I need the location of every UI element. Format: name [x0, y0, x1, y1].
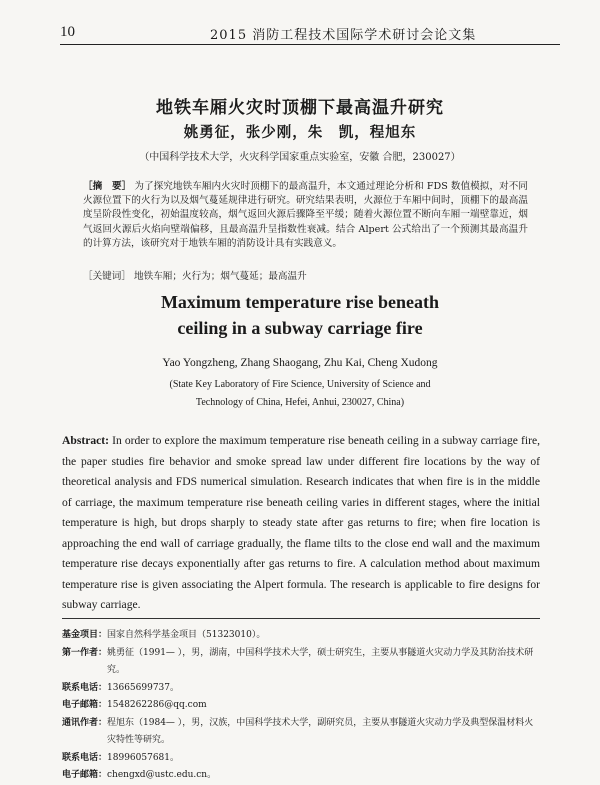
footnote-label: 基金项目：: [62, 630, 108, 640]
footnote-label: 联系电话：: [62, 682, 108, 693]
chinese-keywords: [83, 268, 528, 282]
footnote-label: 电子邮箱：: [62, 770, 108, 780]
chinese-abstract-label: ［摘 要］: [83, 181, 132, 192]
english-abstract: [62, 431, 540, 616]
chinese-abstract-text: 为了探究地铁车厢内火灾时顶棚下的最高温升，本文通过理论分析和 FDS 数值模拟，对不同火源位置下的火行为以及烟气蔓延规律进行研究。研究结果表明，火源位于车厢中间时，顶棚下的最高温度呈阶段性变化，初始温度较高，烟气返回火源后骤降至平缓；随着火源位置不断向车厢一端壁靠近，烟气返回火源后火焰向壁端偏移，且最高温升呈指数性衰减。结合 Alpert 公式给出了一个预测其最高温升的计算方法，该研究对于地铁车厢的消防设计具有实践意义。: [83, 181, 528, 249]
footnote-corresponding-author: [62, 715, 540, 750]
footnote-label: 电子邮箱：: [62, 700, 108, 710]
footnote-first-author: [62, 645, 540, 680]
english-abstract-label: Abstract:: [62, 434, 110, 447]
english-title-line-1: Maximum temperature rise beneath: [160, 292, 440, 312]
running-title: 2015 消防工程技术国际学术研讨会论文集: [210, 28, 477, 43]
running-header: [60, 22, 560, 45]
english-affiliation-line-2: Technology of China, Hefei, Anhui, 230027, China): [195, 397, 405, 408]
footnote-email-1: [62, 697, 540, 715]
footnotes: [62, 618, 540, 785]
footnote-text: 18996057681。: [107, 752, 180, 763]
chinese-title: 地铁车厢火灾时顶棚下最高温升研究: [156, 98, 444, 118]
chinese-affiliation: （中国科学技术大学，火灾科学国家重点实验室，安徽 合肥，230027）: [139, 152, 461, 163]
english-abstract-text: In order to explore the maximum temperature rise beneath ceiling in a subway carriage fire, the paper studies fire behavior and smoke spread law under different fire locations by the way of theoretical analysis and FDS numerical simulation. Research indicates that when fire is in the middle of carriage, the maximum temperature rise beneath ceiling varies in different stages, where the initial temperature is high, but drops sharply to steady state after gas returns to fire; when fire location is approaching the end wall of carriage gradually, the flame tilts to the close end wall and the maximum temperature rise decays exponentially after gas returns to fire. A calculation method about maximum temperature rise is given associating the Alpert formula. The research is applicable to fire designs for subway carriage.: [62, 434, 540, 611]
footnote-label: 联系电话：: [62, 752, 108, 763]
english-affiliation-line-1: (State Key Laboratory of Fire Science, University of Science and: [169, 379, 431, 390]
footnote-text: 国家自然科学基金项目（51323010）。: [107, 630, 266, 640]
english-title: [0, 289, 600, 341]
footnote-email-2: [62, 767, 540, 785]
footnote-text: chengxd@ustc.edu.cn。: [107, 770, 217, 780]
footnote-text: 1548262286@qq.com: [107, 700, 207, 710]
chinese-keywords-label: ［关键词］: [83, 271, 131, 282]
chinese-authors: 姚勇征，张少刚，朱 凯，程旭东: [183, 125, 417, 141]
english-title-line-2: ceiling in a subway carriage fire: [177, 318, 423, 338]
footnote-phone-1: [62, 680, 540, 698]
footnote-label: 通讯作者：: [62, 717, 108, 728]
footnote-phone-2: [62, 750, 540, 768]
footnote-text: 姚勇征（1991— ），男，湖南，中国科学技术大学，硕士研究生，主要从事隧道火灾动力学及其防治技术研究。: [107, 647, 534, 675]
footnote-text: 程旭东（1984— ），男，汉族，中国科学技术大学，副研究员，主要从事隧道火灾动力学及典型保温材料火灾特性等研究。: [107, 717, 534, 745]
english-affiliation: [0, 376, 600, 412]
footnote-label: 第一作者：: [62, 647, 108, 658]
footnote-funding: [62, 627, 540, 645]
english-authors: Yao Yongzheng, Zhang Shaogang, Zhu Kai, Cheng Xudong: [162, 357, 438, 369]
page-number: 10: [60, 24, 75, 40]
chinese-keywords-text: 地铁车厢；火行为；烟气蔓延；最高温升: [134, 271, 307, 282]
footnote-text: 13665699737。: [107, 682, 180, 693]
chinese-abstract: [83, 180, 528, 251]
